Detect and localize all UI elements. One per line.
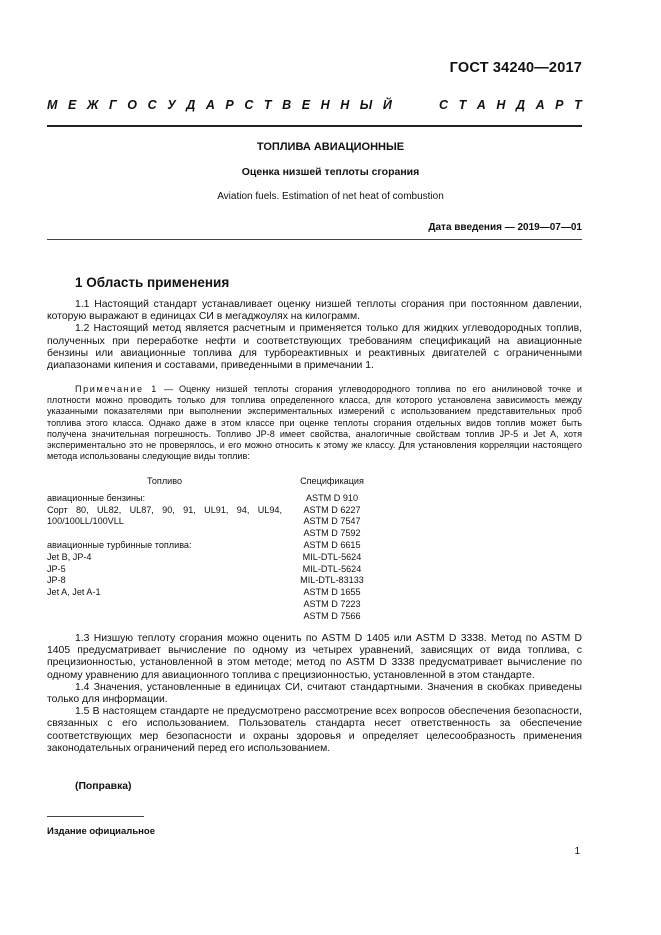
banner-letter: В xyxy=(282,98,292,112)
document-title-english: Aviation fuels. Estimation of net heat of combustion xyxy=(217,191,444,202)
spec-name: ASTM D 7547 xyxy=(303,516,361,527)
column-header-fuel: Топливо xyxy=(147,476,182,486)
fuel-table-header xyxy=(47,476,387,488)
banner-letter: У xyxy=(167,98,176,112)
banner-letter: Т xyxy=(458,98,467,112)
banner-letter: М xyxy=(47,98,58,112)
fuel-table-row xyxy=(47,564,387,576)
note-1 xyxy=(47,384,582,462)
banner-letter: О xyxy=(127,98,138,112)
fuel-table-row xyxy=(47,587,387,599)
fuel-name xyxy=(47,599,282,611)
banner-letter: Д xyxy=(186,98,196,112)
spec-name: MIL-DTL-5624 xyxy=(302,551,362,562)
banner-gap xyxy=(402,98,428,112)
paragraph-1-5: 1.5 В настоящем стандарте не предусмотрено рассмотрение всех вопросов обеспечения безопасности, связанных с его использованием. Пользователь стандарта несет ответственность за обеспечение соответствующих мер безопасности и охраны здоровья и определяет целесообразность применения законодательных ограничений перед его использованием. xyxy=(47,706,582,754)
fuel-table-row xyxy=(47,493,387,505)
fuel-name-text: Сорт 80, UL82, UL87, 90, 91, UL91, 94, UL94, xyxy=(47,504,282,515)
fuel-name: авиационные турбинные топлива: xyxy=(47,539,192,550)
fuel-table-row xyxy=(47,575,387,587)
paragraph-1-1: 1.1 Настоящий стандарт устанавливает оценку низшей теплоты сгорания при постоянном давлении, которую выражают в единицах СИ в мегаджоулях на килограмм. xyxy=(47,299,582,323)
banner-letter: Г xyxy=(109,98,117,112)
banner-letter: Е xyxy=(67,98,77,112)
spec-name: ASTM D 7223 xyxy=(303,598,361,609)
fuel-name: JP-8 xyxy=(47,575,66,586)
section-body-continued xyxy=(47,633,582,755)
paragraph-1-3: 1.3 Низшую теплоту сгорания можно оценить по ASTM D 1405 или ASTM D 3338. Метод по ASTM D 1405 предусматривает вычисление по одному из четырех уравнений, зависящих от вида топлива, с прецизионностью, установленной в этом методе; метод по ASTM D 3338 предусматривает вычисление по одному уравнению для авиационного топлива с прецизионностью, установленной в этом стандарте. xyxy=(47,633,582,681)
gost-code: ГОСТ 34240—2017 xyxy=(449,60,582,76)
fuel-name xyxy=(47,611,282,623)
section-body xyxy=(47,299,582,372)
banner-letter: Р xyxy=(225,98,234,112)
fuel-table-row xyxy=(47,516,387,528)
banner-letter: А xyxy=(205,98,215,112)
fuel-table-row xyxy=(47,540,387,552)
fuel-table-row xyxy=(47,599,387,611)
fuel-table xyxy=(47,476,387,623)
date-rule xyxy=(47,239,582,240)
banner-letter: Р xyxy=(555,98,564,112)
header-rule xyxy=(47,125,582,127)
fuel-name: Jet A, Jet A-1 xyxy=(47,587,101,598)
note-label: Примечание 1 xyxy=(75,384,158,394)
introduction-date: Дата введения — 2019—07—01 xyxy=(428,222,582,233)
document-subtitle: Оценка низшей теплоты сгорания xyxy=(241,166,420,178)
amendment-label: (Поправка) xyxy=(75,781,132,792)
paragraph-1-2: 1.2 Настоящий метод является расчетным и применяется только для жидких углеводородных топлив, полученных при переработке нефти и соответствующих требованиям спецификаций на авиационные бензины или авиационные топлива для турбореактивных и реактивных двигателей с ограниченными диапазонами кипения и составами, приведенными в примечании 1. xyxy=(47,323,582,372)
banner-letter: Н xyxy=(496,98,506,112)
spec-name: MIL-DTL-83133 xyxy=(300,575,364,586)
spec-name: ASTM D 6227 xyxy=(303,504,361,515)
banner-letter: А xyxy=(476,98,486,112)
spec-name: ASTM D 1655 xyxy=(303,587,361,598)
paragraph-1-4: 1.4 Значения, установленные в единицах СИ, считают стандартными. Значения в скобках приведены только для информации. xyxy=(47,681,582,706)
fuel-name: JP-5 xyxy=(47,563,66,574)
fuel-table-row xyxy=(47,611,387,623)
spec-name: ASTM D 7566 xyxy=(303,610,361,621)
fuel-name: 100/100LL/100VLL xyxy=(47,516,124,527)
section-heading: 1 Область применения xyxy=(75,275,230,290)
banner-letter: А xyxy=(535,98,545,112)
fuel-name xyxy=(47,505,282,517)
banner-letter: Т xyxy=(574,98,582,112)
spec-name: ASTM D 7592 xyxy=(303,528,361,539)
fuel-name: Jet B, JP-4 xyxy=(47,551,92,562)
spec-name: MIL-DTL-5624 xyxy=(302,563,362,574)
banner-letter: Е xyxy=(301,98,311,112)
banner-letter: Д xyxy=(515,98,525,112)
banner-letter: Й xyxy=(382,98,392,112)
edition-label: Издание официальное xyxy=(47,826,155,837)
banner-letter: С xyxy=(244,98,254,112)
fuel-name xyxy=(47,528,282,540)
note-text: — Оценку низшей теплоты сгорания углеводородного топлива по его анилиновой точке и плотности можно проводить только для топлива определенного класса, для которого установлена зависимость между указанными показателями при выполнении экспериментальных измерений с использованием представительных проб топлива этого класса. Однако даже в этом классе при оценке теплоты сгорания отдельных видов топлив может быть получена значительная погрешность. Топливо JP-8 имеет свойства, аналогичные свойствам топлив JP-5 и Jet A, хотя экспериментально это не проверялось, и его можно относить к этому же классу. Для установления корреляции настоящего метода использованы следующие виды топлив: xyxy=(47,384,582,462)
fuel-table-row xyxy=(47,528,387,540)
document-title: ТОПЛИВА АВИАЦИОННЫЕ xyxy=(256,141,405,153)
banner-letter: Н xyxy=(320,98,330,112)
spec-name: ASTM D 910 xyxy=(305,492,359,503)
banner-letter: Ж xyxy=(86,98,99,112)
footer-rule xyxy=(47,816,144,817)
fuel-name: авиационные бензины: xyxy=(47,492,146,503)
banner-letter: Ы xyxy=(359,98,373,112)
column-header-spec: Спецификация xyxy=(300,476,364,486)
fuel-table-row xyxy=(47,505,387,517)
banner-letter: С xyxy=(438,98,449,112)
page-number: 1 xyxy=(574,846,580,857)
banner-letter: С xyxy=(147,98,157,112)
banner-letter: Т xyxy=(263,98,272,112)
spec-name: ASTM D 6615 xyxy=(303,539,361,550)
banner-letter: Н xyxy=(340,98,350,112)
fuel-table-row xyxy=(47,552,387,564)
interstate-standard-banner xyxy=(47,98,582,112)
